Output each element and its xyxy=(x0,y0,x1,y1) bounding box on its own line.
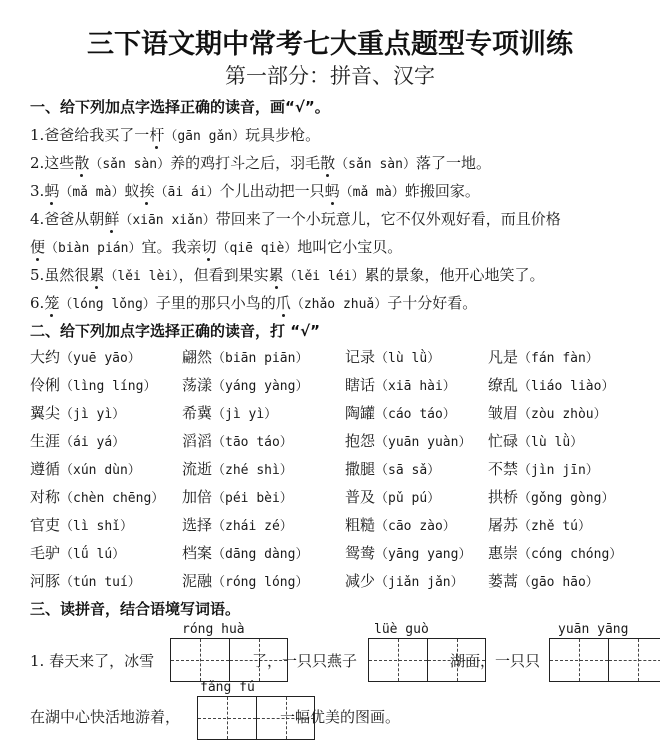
pinyin-options: （zhǎo zhuǎ） xyxy=(290,297,388,312)
word: 减少 xyxy=(345,572,376,590)
word: 瞎话 xyxy=(345,376,376,394)
section-2-heading: 二、给下列加点字选择正确的读音，打 “√” xyxy=(30,322,320,340)
word-choice-item[interactable] xyxy=(488,374,614,395)
word: 蒌蒿 xyxy=(488,572,519,590)
grid-row xyxy=(30,374,650,400)
text: 累的景象，他开心地笑了。 xyxy=(364,266,545,284)
word-choice-item[interactable] xyxy=(182,458,293,479)
dotted-char: 散 xyxy=(74,154,90,172)
word-choice-item[interactable] xyxy=(488,570,599,591)
word-choice-item[interactable] xyxy=(345,430,471,451)
question-1-3 xyxy=(30,180,480,201)
pinyin-options: （lù lǜ） xyxy=(518,435,584,450)
pinyin-options: （zhé shì） xyxy=(212,463,293,478)
pinyin-options: （gāo hāo） xyxy=(518,575,599,590)
word: 选择 xyxy=(182,516,213,534)
word-choice-item[interactable] xyxy=(488,486,614,507)
pinyin-options: （biàn pián） xyxy=(45,241,142,256)
word-choice-item[interactable] xyxy=(30,402,125,423)
pinyin-options: （tāo táo） xyxy=(212,435,293,450)
word-choice-item[interactable] xyxy=(488,346,599,367)
pinyin-options: （zòu zhòu） xyxy=(518,407,607,422)
text: 1.爸爸给我买了一 xyxy=(30,126,150,144)
dotted-char: 蚂 xyxy=(324,182,340,200)
text: 地叫它小宝贝。 xyxy=(297,238,403,256)
pinyin-options: （cáo táo） xyxy=(375,407,456,422)
pinyin-options: （ái yá） xyxy=(60,435,126,450)
pinyin-options: （pǔ pú） xyxy=(375,491,441,506)
pinyin-options: （lì shǐ） xyxy=(60,519,133,534)
dotted-char: 杆 xyxy=(149,126,165,144)
word: 翼尖 xyxy=(30,404,61,422)
pinyin-options: （lěi léi） xyxy=(283,269,365,284)
grid-row xyxy=(30,402,650,428)
pinyin-options: （jì yì） xyxy=(212,407,278,422)
word-choice-item[interactable] xyxy=(30,542,125,563)
pinyin-options: （lìng líng） xyxy=(60,379,157,394)
question-1-1 xyxy=(30,124,320,145)
char-cell[interactable] xyxy=(608,639,660,681)
word-choice-item[interactable] xyxy=(345,458,440,479)
char-cell[interactable] xyxy=(550,639,608,681)
word: 普及 xyxy=(345,488,376,506)
pinyin-options: （āi ái） xyxy=(154,185,220,200)
word: 陶罐 xyxy=(345,404,376,422)
text: 蚁 xyxy=(124,182,140,200)
pinyin-options: （lóng lǒng） xyxy=(59,297,156,312)
grid-row xyxy=(30,458,650,484)
pinyin-options: （xiān xiǎn） xyxy=(119,213,216,228)
text: 2.这些 xyxy=(30,154,75,172)
word: 大约 xyxy=(30,348,61,366)
char-cell[interactable] xyxy=(171,639,229,681)
word-choice-item[interactable] xyxy=(488,402,607,423)
pinyin-options: （gān gǎn） xyxy=(164,129,246,144)
text: 落了一地。 xyxy=(415,154,491,172)
word: 生涯 xyxy=(30,432,61,450)
word: 鸳鸯 xyxy=(345,544,376,562)
word-choice-item[interactable] xyxy=(488,542,622,563)
grid-row xyxy=(30,570,650,596)
pinyin-options: （dāng dàng） xyxy=(212,547,309,562)
word: 加倍 xyxy=(182,488,213,506)
word: 抱怨 xyxy=(345,432,376,450)
pinyin-options: （mǎ mà） xyxy=(339,185,405,200)
word: 流逝 xyxy=(182,460,213,478)
word-choice-item[interactable] xyxy=(345,542,471,563)
question-1-2 xyxy=(30,152,491,173)
dotted-char: 累 xyxy=(268,266,284,284)
pinyin-hint-3: yuān yāng xyxy=(558,622,629,637)
text: 蚱搬回家。 xyxy=(404,182,480,200)
fill-text-3: 湖面，一只只 xyxy=(450,652,541,670)
grid-row xyxy=(30,346,650,372)
word-choice-item[interactable] xyxy=(182,402,277,423)
pinyin-options: （jì yì） xyxy=(60,407,126,422)
pinyin-options: （tún tuí） xyxy=(60,575,141,590)
word: 泥融 xyxy=(182,572,213,590)
text: 5.虽然很 xyxy=(30,266,90,284)
word-choice-item[interactable] xyxy=(30,458,141,479)
pinyin-options: （gǒng gòng） xyxy=(518,491,615,506)
word: 遵循 xyxy=(30,460,61,478)
pinyin-options: （sǎn sàn） xyxy=(89,157,171,172)
pinyin-options: （jiǎn jǎn） xyxy=(375,575,464,590)
text: 子十分好看。 xyxy=(387,294,478,312)
pinyin-options: （yāng yang） xyxy=(375,547,472,562)
pinyin-options: （xún dùn） xyxy=(60,463,141,478)
dotted-char: 爪 xyxy=(275,294,291,312)
pinyin-hint-4: fǎng fú xyxy=(200,680,255,695)
word: 惠崇 xyxy=(488,544,519,562)
pinyin-options: （yáng yàng） xyxy=(212,379,309,394)
dotted-char: 笼 xyxy=(44,294,60,312)
pinyin-options: （yuān yuàn） xyxy=(375,435,472,450)
word: 官吏 xyxy=(30,516,61,534)
dotted-char: 便 xyxy=(30,238,46,256)
question-1-5 xyxy=(30,264,544,285)
word-choice-item[interactable] xyxy=(30,430,125,451)
word-choice-item[interactable] xyxy=(345,374,456,395)
pinyin-options: （péi bèi） xyxy=(212,491,293,506)
pinyin-options: （yuē yāo） xyxy=(60,351,141,366)
word: 凡是 xyxy=(488,348,519,366)
pinyin-options: （lǘ lú） xyxy=(60,547,126,562)
pinyin-options: （qiē qiè） xyxy=(216,241,298,256)
word: 翩然 xyxy=(182,348,213,366)
pinyin-options: （sā sǎ） xyxy=(375,463,441,478)
word-choice-item[interactable] xyxy=(182,346,308,367)
word-choice-item[interactable] xyxy=(345,514,456,535)
pinyin-hint-1: róng huà xyxy=(182,622,245,637)
word: 希冀 xyxy=(182,404,213,422)
word-choice-item[interactable] xyxy=(488,514,591,535)
word: 毛驴 xyxy=(30,544,61,562)
pinyin-options: （jìn jīn） xyxy=(518,463,599,478)
word: 荡漾 xyxy=(182,376,213,394)
fill-text-2: 了，一只只燕子 xyxy=(252,652,358,670)
question-1-6 xyxy=(30,292,477,313)
word-choice-item[interactable] xyxy=(182,374,308,395)
pinyin-options: （biān piān） xyxy=(212,351,309,366)
text: 3. xyxy=(30,182,45,200)
grid-row xyxy=(30,514,650,540)
word-choice-item[interactable] xyxy=(30,374,156,395)
dotted-char: 鲜 xyxy=(104,210,120,228)
pinyin-options: （xiā hài） xyxy=(375,379,456,394)
text: 养的鸡打斗之后，羽毛 xyxy=(170,154,321,172)
pinyin-options: （zhái zé） xyxy=(212,519,293,534)
pinyin-hint-2: lüè guò xyxy=(374,622,429,637)
word-choice-item[interactable] xyxy=(345,486,440,507)
grid-row xyxy=(30,486,650,512)
pinyin-options: （lěi lèi） xyxy=(104,269,179,284)
word: 拱桥 xyxy=(488,488,519,506)
char-cell[interactable] xyxy=(198,697,256,739)
word: 忙碌 xyxy=(488,432,519,450)
text: 个儿出动把一只 xyxy=(219,182,325,200)
word-choice-item[interactable] xyxy=(182,514,293,535)
dotted-char: 累 xyxy=(89,266,105,284)
pinyin-options: （zhě tú） xyxy=(518,519,591,534)
text: 4.爸爸从朝 xyxy=(30,210,105,228)
pinyin-options: （sǎn sàn） xyxy=(335,157,416,172)
question-1-4 xyxy=(30,208,561,229)
pinyin-options: （cāo zào） xyxy=(375,519,456,534)
word-choice-item[interactable] xyxy=(30,514,133,535)
fill-text-4: 在湖中心快活地游着， xyxy=(30,708,181,726)
text: 子里的那只小鸟的 xyxy=(155,294,276,312)
section-3-heading: 三、读拼音，结合语境写词语。 xyxy=(30,600,241,618)
pinyin-options: （róng lóng） xyxy=(212,575,309,590)
word: 对称 xyxy=(30,488,61,506)
word-choice-item[interactable] xyxy=(182,430,293,451)
word: 粗糙 xyxy=(345,516,376,534)
text: 6. xyxy=(30,294,45,312)
grid-row xyxy=(30,542,650,568)
fill-text-5: 一幅优美的图画。 xyxy=(280,708,401,726)
document-title: 三下语文期中常考七大重点题型专项训练 xyxy=(87,29,573,60)
pinyin-options: （fán fàn） xyxy=(518,351,599,366)
answer-box-3[interactable] xyxy=(549,638,660,682)
document-subtitle: 第一部分：拼音、汉字 xyxy=(225,64,435,88)
word-choice-item[interactable] xyxy=(30,486,164,507)
dotted-char: 蚂 xyxy=(44,182,60,200)
word: 撒腿 xyxy=(345,460,376,478)
dotted-char: 挨 xyxy=(139,182,155,200)
word: 不禁 xyxy=(488,460,519,478)
word-choice-item[interactable] xyxy=(488,458,599,479)
text: 玩具步枪。 xyxy=(245,126,321,144)
pinyin-options: （liáo liào） xyxy=(518,379,615,394)
dotted-char: 散 xyxy=(320,154,336,172)
grid-row xyxy=(30,430,650,456)
word: 屠苏 xyxy=(488,516,519,534)
dotted-char: 切 xyxy=(201,238,217,256)
text: ，但看到果实 xyxy=(178,266,269,284)
word: 皱眉 xyxy=(488,404,519,422)
text: 宜。我亲 xyxy=(141,238,202,256)
word: 缭乱 xyxy=(488,376,519,394)
word-choice-item[interactable] xyxy=(182,570,308,591)
word-choice-item[interactable] xyxy=(345,346,440,367)
word: 滔滔 xyxy=(182,432,213,450)
word: 记录 xyxy=(345,348,376,366)
word-choice-item[interactable] xyxy=(30,570,141,591)
word-choice-item[interactable] xyxy=(488,430,583,451)
char-cell[interactable] xyxy=(369,639,427,681)
word: 档案 xyxy=(182,544,213,562)
question-1-4-cont xyxy=(30,236,402,257)
word-choice-item[interactable] xyxy=(182,542,308,563)
word: 伶俐 xyxy=(30,376,61,394)
word-choice-item[interactable] xyxy=(182,486,293,507)
word-choice-item[interactable] xyxy=(345,570,464,591)
fill-text-1: 1. 春天来了，冰雪 xyxy=(30,652,155,670)
section-1-heading: 一、给下列加点字选择正确的读音，画“√”。 xyxy=(30,98,330,116)
pinyin-options: （cóng chóng） xyxy=(518,547,623,562)
text: 带回来了一个小玩意儿，它不仅外观好看，而且价格 xyxy=(215,210,561,228)
pinyin-options: （chèn chēng） xyxy=(60,491,165,506)
word-choice-item[interactable] xyxy=(30,346,141,367)
pinyin-options: （mǎ mà） xyxy=(59,185,125,200)
word: 河豚 xyxy=(30,572,61,590)
pinyin-options: （lù lǜ） xyxy=(375,351,441,366)
word-choice-item[interactable] xyxy=(345,402,456,423)
